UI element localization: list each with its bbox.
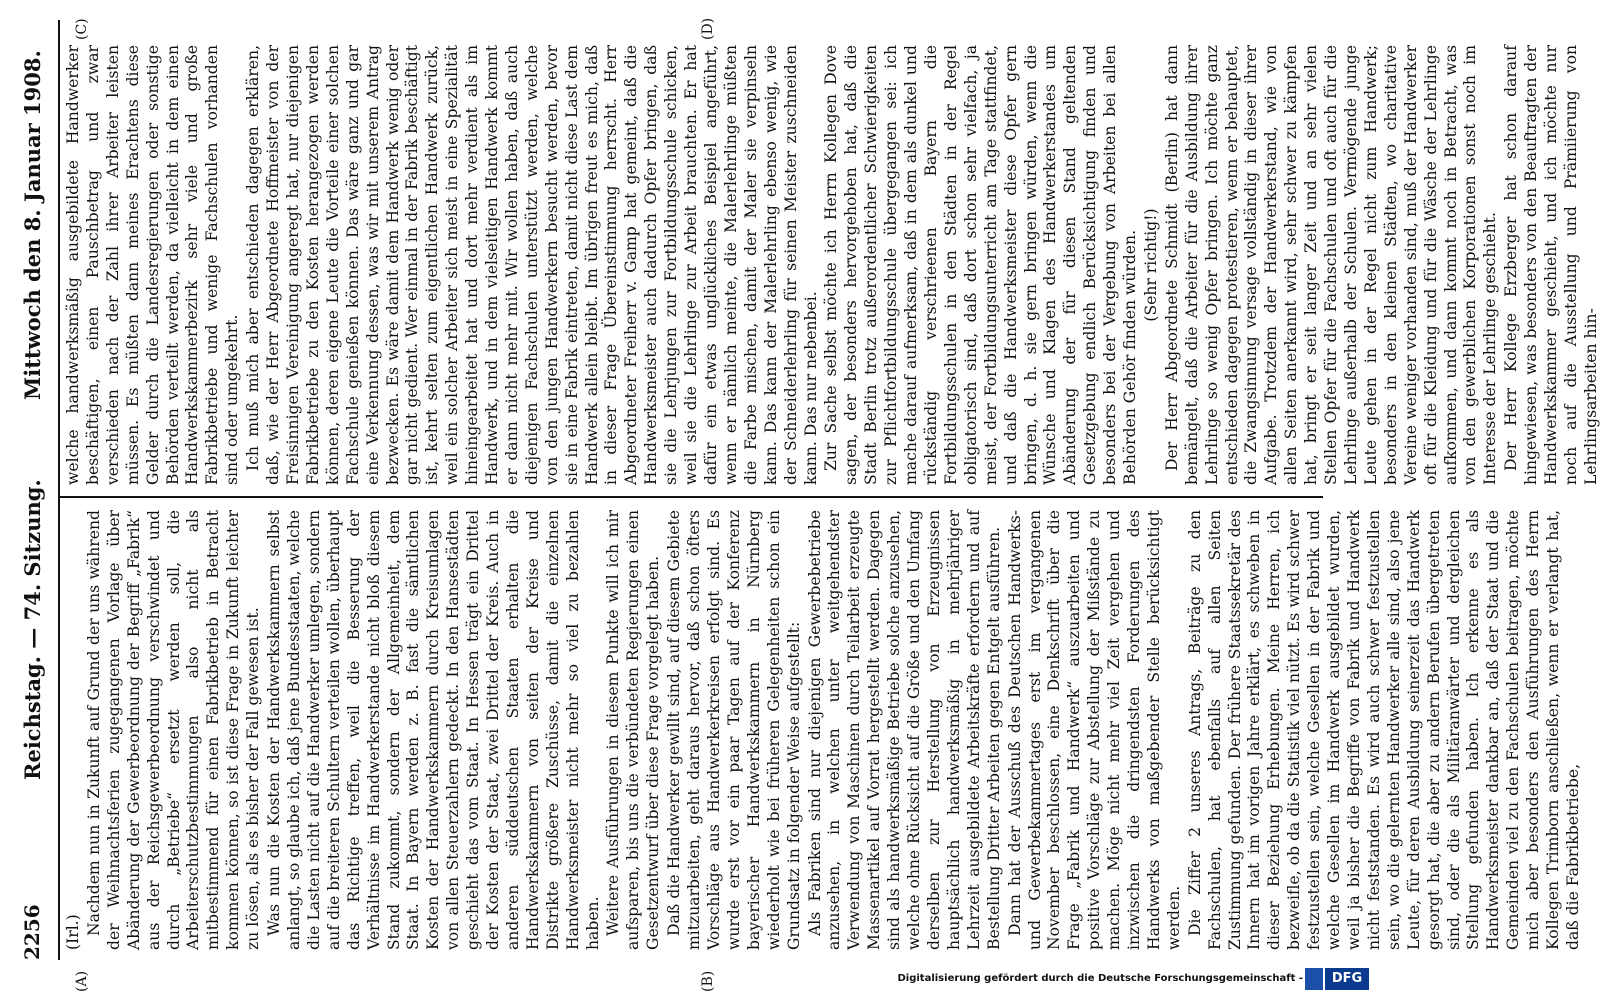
paragraph: Ich muß mich aber entschieden dagegen erklären, daß, wie der Herr Abgeordnete Hoffmeister von der Freisinnigen Vereinigung angeregt hat, nur diejenigen Fabrikbetriebe zu den Kosten herangezogen werden können, deren eigene Leute die Vorteile einer solchen Fachschule genießen können. Das wäre ganz und gar eine Verkennung dessen, was wir mit unserem Antrag bezwecken. Es wäre damit dem Handwerk wenig oder gar nicht gedient. Wer einmal in der Fabrik beschäftigt ist, kehrt selten zum eigentlichen Handwerk zurück, weil ein solcher Arbeiter sich meist in eine Spezialität hineingearbeitet hat und dort mehr verdient als im Handwerk, und in dem vielseitigen Handwerk kommt er dann nicht mehr mit. Wir wollen haben, daß auch diejenigen Fachschulen unterstützt werden, welche von den jungen Handwerkern besucht werden, bevor sie in eine Fabrik eintreten, damit nicht diese Last dem Handwerk allein bleibt. Im übrigen freut es mich, daß in dieser Frage Übereinstimmung herrscht. Herr Abgeordneter Freiherr v. Gamp hat gemeint, daß die Handwerksmeister auch dadurch Opfer bringen, daß sie die Lehrjungen zur Fortbildungsschule schicken, weil sie die Lehrlinge zur Arbeit brauchten. Er hat dafür ein etwas unglückliches Beispiel angeführt, wenn er nämlich meinte, die Malerlehrlinge müßten die Farbe mischen, damit der Maler sie verpinseln kann. Das kann der Malerlehrling ebenso wenig, wie der Schneiderlehrling für seinen Meister zuschneiden kann. Das nur nebenbei. xyxy=(244,45,820,485)
paragraph: Als Fabriken sind nur diejenigen Gewerbebetriebe anzusehen, in welchen unter weitgehendster Verwendung von Maschinen durch Teilarbeit erzeugte Massenartikel auf Vorrat hergestellt werden. Dagegen sind als handwerksmäßige Betriebe solche anzusehen, welche ohne Rücksicht auf die Größe und den Umfang derselben zur Herstellung von Erzeugnissen hauptsächlich handwerksmäßig in mehrjähriger Lehrzeit ausgebildete Arbeitskräfte erfordern und auf Bestellung Dritter Arbeiten gegen Entgelt ausführen. xyxy=(805,510,1003,950)
paragraph: welche handwerksmäßig ausgebildete Handwerker beschäftigen, einen Pauschbetrag und zwar verschieden nach der Zahl ihrer Arbeiter leisten müssen. Es müßten dann meines Erachtens diese Gelder durch die Landesregierungen oder sonstige Behörden verteilt werden, da vielleicht in dem einen Handwerkskammerbezirk sehr viele und große Fabrikbetriebe und wenige Fachschulen vorhanden sind oder umgekehrt. xyxy=(64,45,242,485)
session-date: Mittwoch den 8. Januar 1908. xyxy=(20,50,45,400)
paragraph: Weitere Ausführungen in diesem Punkte will ich mir aufsparen, bis uns die verbündeten Regierungen einen Gesetzentwurf über diese Frage vorgelegt haben. xyxy=(604,510,663,950)
header-rule xyxy=(58,20,60,960)
paragraph: (Irl.) xyxy=(64,914,82,950)
margin-letter-b: (B) xyxy=(700,970,716,992)
paragraph: Nachdem nun in Zukunft auf Grund der uns während der Weihnachtsferien zugegangenen Vorlage über Abänderung der Gewerbeordnung der Begriff „Fabrik“ aus der Reichsgewerbeordnung verschwindet und durch „Betriebe“ ersetzt werden soll, die Arbeiterschutzbestimmungen also nicht als mitbestimmend für einen Fabrikbetrieb in Betracht kommen können, so ist diese Frage in Zukunft leichter zu lösen, als es bisher der Fall gewesen ist. xyxy=(84,510,263,950)
left-text-column xyxy=(64,510,1582,950)
paragraph: Daß die Handwerker gewillt sind, auf diesem Gebiete mitzuarbeiten, geht daraus hervor, daß schon öfters Vorschläge aus Handwerkerkreisen erfolgt sind. Es wurde erst vor ein paar Tagen auf der Konferenz bayerischer Handwerkskammern in Nürnberg wiederholt wie bei früheren Gelegenheiten schon ein Grundsatz in folgender Weise aufgestellt: xyxy=(665,510,803,950)
margin-letter-d: (D) xyxy=(700,17,716,40)
paragraph: Zur Sache selbst möchte ich Herrn Kollegen Dove sagen, der besonders hervorgehoben hat, daß die Stadt Berlin trotz außerordentlicher Schwierigkeiten zur Pflichtfortbildungsschule übergegangen sei: ich mache darauf aufmerksam, daß in dem als dunkel und rückständig verschrieenen Bayern die Fortbildungsschulen in den Städten in der Regel obligatorisch sind, daß dort schon sehr vielfach, ja meist, der Fortbildungsunterricht am Tage stattfindet, und daß die Handwerksmeister diese Opfer gern bringen, d. h. sie gern bringen würden, wenn die Wünsche und Klagen des Handwerkerstandes um Abänderung der für diesen Stand geltenden Gesetzgebung endlich Berücksichtigung finden und besonders bei der Vergebung von Arbeiten bei allen Behörden Gehör finden würden. xyxy=(822,45,1140,485)
paragraph: Was nun die Kosten der Handwerkskammern selbst anlangt, so glaube ich, daß jene Bundesstaaten, welche die Lasten nicht auf die Handwerker umlegen, sondern auf die breiteren Schultern verteilen wollen, überhaupt das Richtige treffen, weil die Besserung der Verhältnisse im Handwerkerstande nicht bloß diesem Stand zukommt, sondern der Allgemeinheit, dem Staat. In Bayern werden z. B. fast die sämtlichen Kosten der Handwerkskammern durch Kreisumlagen von allen Steuerzahlern gedeckt. In den Hansestädten geschieht das vom Staat. In Hessen trägt ein Drittel der Kosten der Staat, zwei Drittel der Kreis. Auch in anderen süddeutschen Staaten erhalten die Handwerkskammern von seiten der Kreise und Distrikte größere Zuschüsse, damit die einzelnen Handwerksmeister nicht mehr so viel zu bezahlen haben. xyxy=(265,510,602,950)
column-divider xyxy=(60,496,1323,498)
session-title: Reichstag. — 74. Sitzung. xyxy=(20,479,45,780)
paragraph: Dann hat der Ausschuß des Deutschen Handwerks- und Gewerbekammertages erst im vergangenen November beschlossen, eine Denkschrift über die Frage „Fabrik und Handwerk“ auszuarbeiten und positive Vorschläge zur Abstellung der Mißstände zu machen. Möge nicht mehr viel Zeit vergehen und inzwischen die dringendsten Forderungen des Handwerks von maßgebender Stelle berücksichtigt werden. xyxy=(1005,510,1183,950)
paragraph: Der Herr Kollege Erzberger hat schon darauf hingewiesen, was besonders von den Beauftragten der Handwerkskammer geschieht, und ich möchte nur noch auf die Ausstellung und Prämiierung von Lehrlingsarbeiten hin- xyxy=(1502,45,1600,485)
right-text-column xyxy=(64,45,1600,485)
paragraph: Die Ziffer 2 unseres Antrags, Beiträge zu den Fachschulen, hat ebenfalls auf allen Seiten Zustimmung gefunden. Der frühere Staatssekretär des Innern hat im vorigen Jahre erklärt, es schweben in dieser Beziehung Erhebungen. Meine Herren, ich bezweifle, ob da die Statistik viel nützt. Es wird schwer festzustellen sein, welche Gesellen in der Fabrik und welche Gesellen im Handwerk ausgebildet wurden, weil ja bisher die Begriffe von Fabrik und Handwerk nicht feststanden. Es wird auch schwer festzustellen sein, wo die gelernten Handwerker alle sind, also jene Leute, für deren Ausbildung seinerzeit das Handwerk gesorgt hat, die aber zu andern Berufen übergetreten sind, oder die als Militäranwärter und dergleichen Stellung gefunden haben. Ich erkenne es als Handwerksmeister dankbar an, daß der Staat und die Gemeinden viel zu den Fachschulen beitragen, möchte mich aber besonders den Ausführungen des Herrn Kollegen Trimborn anschließen, wenn er verlangt hat, daß die Fabrikbetriebe, xyxy=(1185,510,1582,950)
paragraph: Der Herr Abgeordnete Schmidt (Berlin) hat dann bemängelt, daß die Arbeiter für die Ausbildung ihrer Lehrlinge so wenig Opfer bringen. Ich möchte ganz entschieden dagegen protestieren, wenn er behauptet, die Zwangsinnung versage vollständig in dieser ihrer Aufgabe. Trotzdem der Handwerkerstand, wie von allen Seiten anerkannt wird, sehr schwer zu kämpfen hat, bringt er seit langer Zeit und an sehr vielen Stellen Opfer für die Fachschulen und oft auch für die Lehrlinge außerhalb der Schulen. Vermögende junge Leute gehen in der Regel nicht zum Handwerk; besonders in den kleinen Städten, wo charitative Vereine weniger vorhanden sind, muß der Handwerker oft für die Kleidung und für die Wäsche der Lehrlinge aufkommen, und dann kommt noch in Betracht, was von den gewerblichen Korporationen sonst noch im Interesse der Lehrlinge geschieht. xyxy=(1162,45,1500,485)
dfg-logo-mark xyxy=(1305,968,1323,990)
page-header xyxy=(20,20,60,960)
margin-letter-c: (C) xyxy=(74,18,90,40)
page-number: 2256 xyxy=(20,904,44,960)
margin-letter-a: (A) xyxy=(74,970,90,992)
paragraph: (Sehr richtig!) xyxy=(1141,208,1160,322)
digitization-credit: Digitalisierung gefördert durch die Deutsche Forschungsgemeinschaft - xyxy=(897,973,1303,984)
dfg-logo: DFG xyxy=(1325,968,1369,990)
